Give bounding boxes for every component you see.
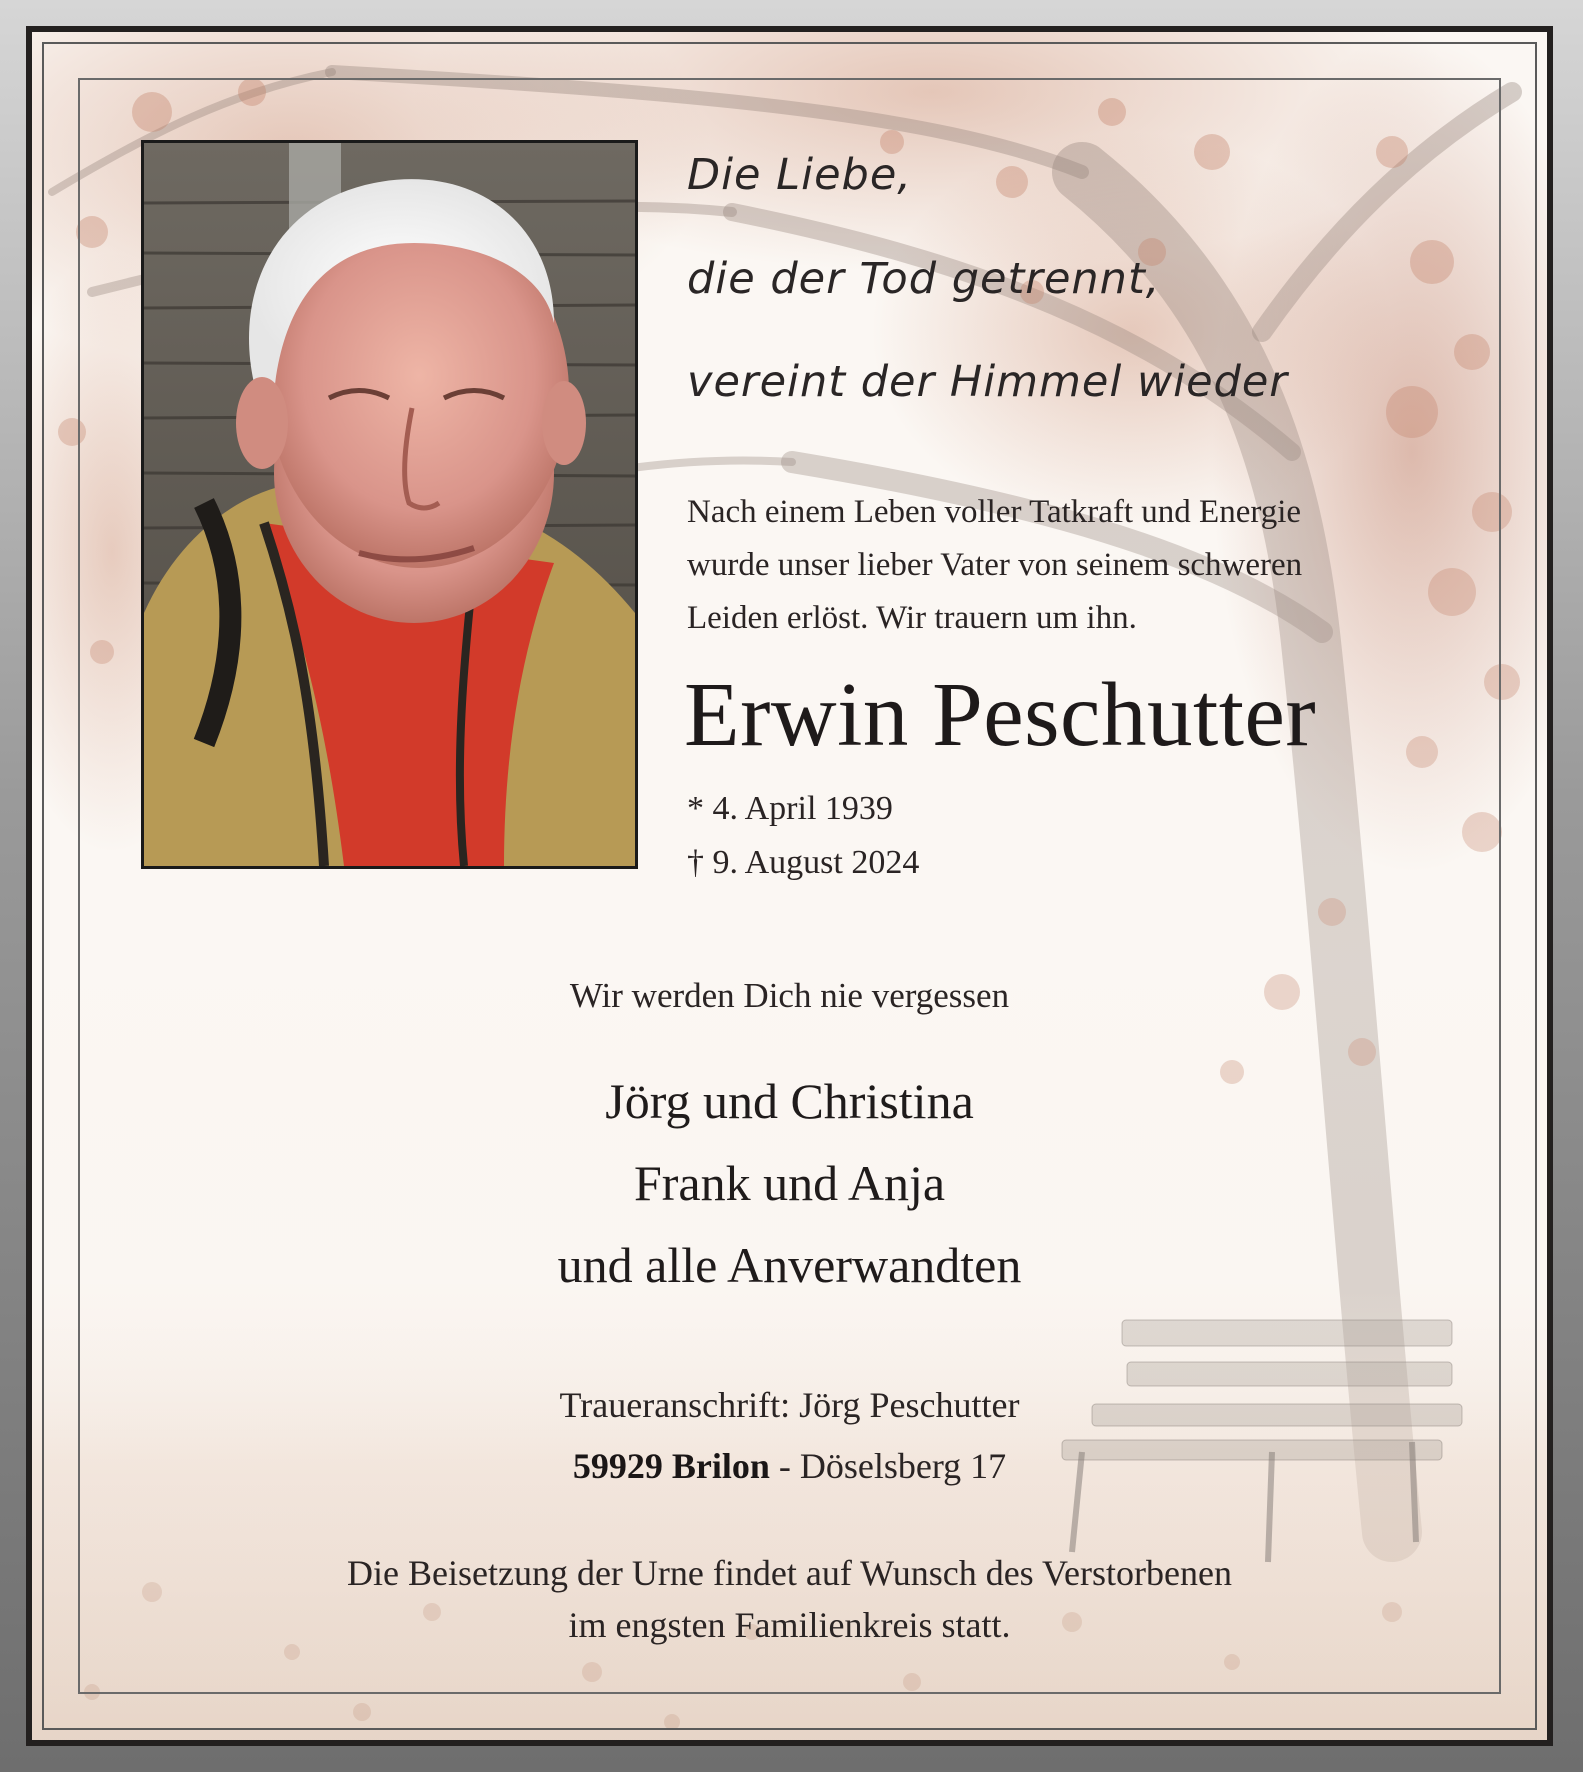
mourner-line-3: und alle Anverwandten [557, 1237, 1022, 1293]
farewell-line: Wir werden Dich nie vergessen [569, 976, 1010, 1015]
address-separator: - [769, 1446, 800, 1486]
intro-line-2: wurde unser lieber Vater von seinem schweren [687, 547, 1303, 583]
death-date: † 9. August 2024 [687, 844, 920, 881]
verse-line-3: vereint der Himmel wieder [687, 357, 1288, 407]
life-dates [687, 782, 919, 890]
mourner-line-1: Jörg und Christina [605, 1073, 974, 1129]
portrait-photo [141, 140, 638, 869]
intro-line-3: Leiden erlöst. Wir trauern um ihn. [687, 600, 1137, 636]
mourning-address-location [32, 1445, 1547, 1487]
intro-paragraph [687, 486, 1457, 645]
mourning-address-name: Traueranschrift: Jörg Peschutter [559, 1385, 1020, 1425]
verse-line-1: Die Liebe, [687, 150, 912, 200]
burial-notice-line-1: Die Beisetzung der Urne findet auf Wunsch des Verstorbenen [347, 1553, 1232, 1593]
burial-notice-line-2: im engsten Familienkreis statt. [568, 1605, 1011, 1645]
birth-date: * 4. April 1939 [687, 790, 893, 827]
address-city: 59929 Brilon [572, 1446, 770, 1486]
obituary-paper [32, 32, 1547, 1740]
address-street: Döselsberg 17 [799, 1446, 1007, 1486]
burial-notice [32, 1547, 1547, 1651]
obituary-card [26, 26, 1553, 1746]
verse-line-2: die der Tod getrennt, [687, 254, 1161, 304]
mourner-line-2: Frank und Anja [633, 1155, 946, 1211]
deceased-name: Erwin Peschutter [684, 664, 1317, 765]
intro-line-1: Nach einem Leben voller Tatkraft und Energie [687, 494, 1302, 530]
